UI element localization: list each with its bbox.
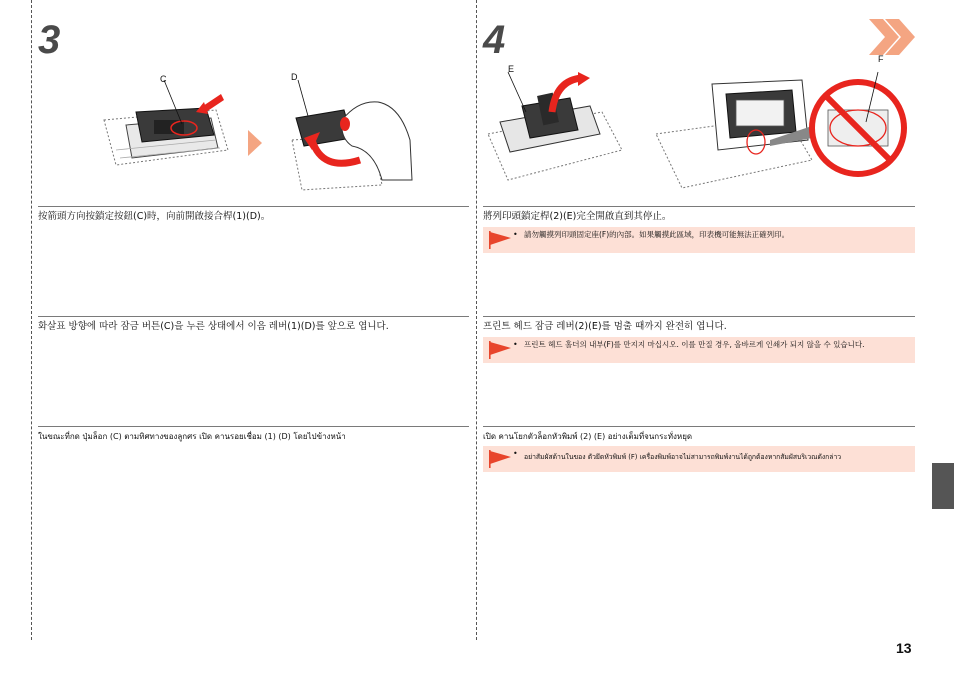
section-side-tab (932, 463, 954, 509)
step-3-ko-rule (38, 316, 469, 317)
step-4-illustration-open-head-lever (482, 72, 632, 192)
step-4-note-zh (483, 227, 915, 253)
step-4-note-ko-text: 프린트 헤드 홀더의 내부(F)를 만지지 마십시오. 이를 만질 경우, 올바르게 인쇄가 되지 않을 수 있습니다. (524, 340, 865, 349)
callout-e-label: E (508, 64, 515, 74)
flag-icon (489, 450, 511, 468)
step-3-illustration-press-lock (96, 80, 236, 190)
flag-icon (489, 341, 511, 359)
flag-icon (489, 231, 511, 249)
note-bullet: • (513, 449, 518, 458)
step-3-zh-rule (38, 206, 469, 207)
callout-c-label: C (160, 74, 167, 84)
callout-d-label: D (291, 72, 298, 82)
double-chevron-right-icon (869, 19, 915, 55)
step-4-note-th-text: อย่าสัมผัสด้านในของ ตัวยึดหัวพิมพ์ (F) เครื่องพิมพ์อาจไม่สามารถพิมพ์งานได้ถูกต้องหากสัมผัสบริเวณดังกล่าว (524, 453, 842, 461)
step-4-note-ko (483, 337, 915, 363)
step-4-illustration-holder-interior (652, 70, 922, 194)
note-bullet: • (513, 340, 518, 349)
note-bullet: • (513, 230, 518, 239)
step-3-text-zh: 按箭頭方向按鎖定按鈕(C)時，向前開啟接合桿(1)(D)。 (38, 211, 271, 222)
step-4-th-rule (483, 426, 915, 427)
page-number: 13 (896, 640, 912, 656)
step-3-text-th: ในขณะที่กด ปุ่มล็อก (C) ตามทิศทางของลูกศร เปิด คานรอยเชื่อม (1) (D) โดยไปข้างหน้า (38, 432, 346, 441)
step-4-text-ko: 프린트 헤드 잠금 레버(2)(E)를 멈출 때까지 완전히 엽니다. (483, 321, 727, 332)
step-4-ko-rule (483, 316, 915, 317)
callout-f-label: F (878, 54, 884, 64)
step-4-number: 4 (483, 18, 506, 62)
step-3-text-ko: 화살표 방향에 따라 잠금 버튼(C)을 누른 상태에서 이음 레버(1)(D)를 앞으로 엽니다. (38, 321, 389, 332)
step-3-number: 3 (38, 18, 61, 62)
step-4-zh-rule (483, 206, 915, 207)
step-4-note-th (483, 446, 915, 472)
step-4-note-zh-text: 請勿觸摸列印頭固定座(F)的內部。如果觸摸此區域，印表機可能無法正確列印。 (524, 230, 790, 239)
next-arrow-icon (248, 130, 262, 156)
step-3-th-rule (38, 426, 469, 427)
step-4-text-th: เปิด คานโยกตัวล็อกหัวพิมพ์ (2) (E) อย่างเต็มที่จนกระทั่งหยุด (483, 432, 693, 441)
step-4-text-zh: 將列印頭鎖定桿(2)(E)完全開啟直到其停止。 (483, 211, 672, 222)
left-margin-guide (31, 0, 32, 640)
step-3-illustration-open-lever (282, 80, 422, 195)
center-column-divider (476, 0, 477, 640)
